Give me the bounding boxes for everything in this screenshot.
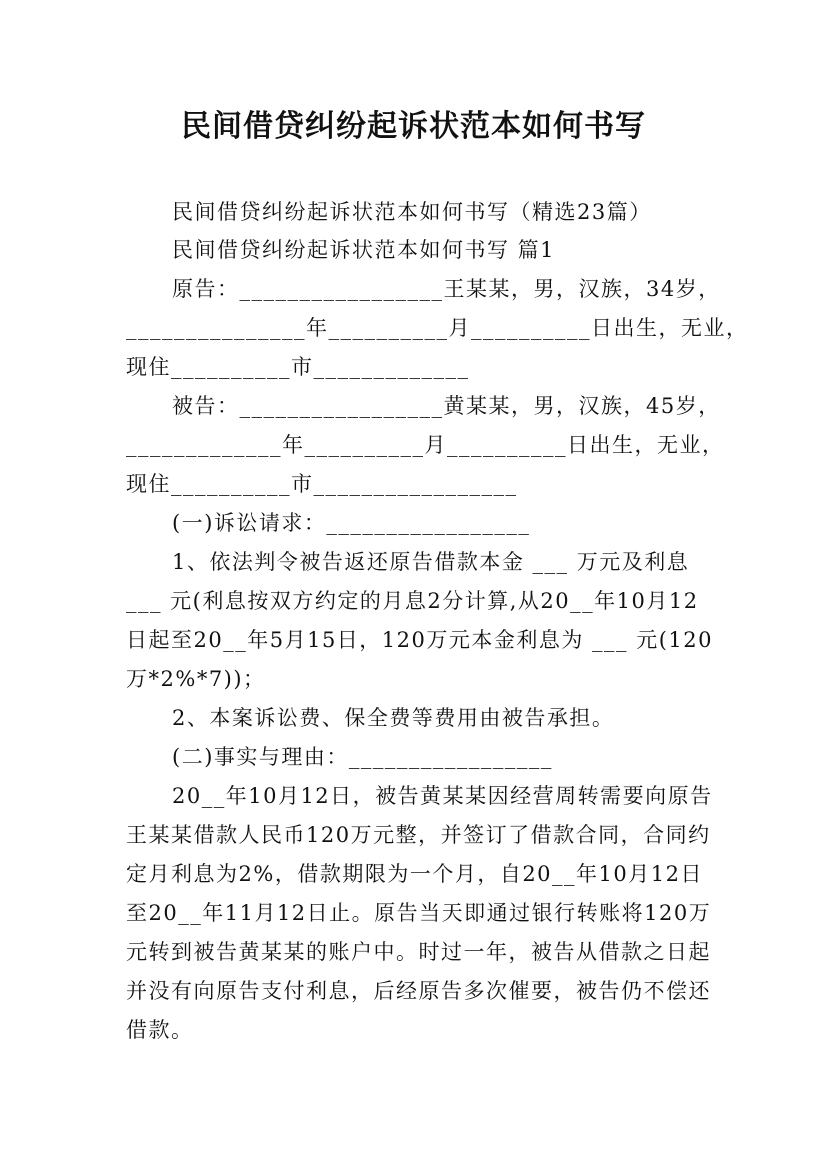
plaintiff-line: 原告：_________________王某某，男，汉族，34岁，	[172, 277, 721, 301]
claim-1-line-4: 万*2%*7))；	[126, 667, 266, 691]
plaintiff-address-line: 现住__________市_____________	[126, 355, 470, 379]
defendant-line: 被告：_________________黄某某，男，汉族，45岁，	[172, 394, 721, 418]
facts-heading: (二)事实与理由：_________________	[172, 745, 553, 769]
facts-line-4: 至20__年11月12日止。原告当天即通过银行转账将120万	[126, 901, 712, 925]
claim-1-line-1: 1、依法判令被告返还原告借款本金 ___ 万元及利息	[172, 550, 690, 574]
document-title: 民间借贷纠纷起诉状范本如何书写	[181, 109, 646, 144]
claim-1-line-2: ___ 元(利息按双方约定的月息2分计算,从20__年10月12	[126, 589, 699, 613]
claim-2-line: 2、本案诉讼费、保全费等费用由被告承担。	[172, 706, 615, 730]
defendant-birth-line: _____________年__________月__________日出生，无业，	[126, 433, 725, 457]
claim-1-line-3: 日起至20__年5月15日，120万元本金利息为 ___ 元(120	[126, 628, 714, 652]
subtitle-line: 民间借贷纠纷起诉状范本如何书写（精选23篇）	[172, 200, 652, 224]
facts-line-1: 20__年10月12日，被告黄某某因经营周转需要向原告	[172, 784, 713, 808]
facts-line-5: 元转到被告黄某某的账户中。时过一年，被告从借款之日起	[126, 940, 711, 964]
claims-heading: (一)诉讼请求：_________________	[172, 511, 531, 535]
defendant-address-line: 现住__________市_________________	[126, 472, 518, 496]
facts-line-2: 王某某借款人民币120万元整，并签订了借款合同，合同约	[126, 823, 711, 847]
facts-line-7: 借款。	[126, 1018, 194, 1042]
plaintiff-birth-line: _______________年__________月__________日出生，无业，	[126, 316, 749, 340]
facts-line-3: 定月利息为2%，借款期限为一个月，自20__年10月12日	[126, 862, 703, 886]
facts-line-6: 并没有向原告支付利息，后经原告多次催要，被告仍不偿还	[126, 979, 711, 1003]
section-heading: 民间借贷纠纷起诉状范本如何书写 篇1	[172, 238, 556, 262]
